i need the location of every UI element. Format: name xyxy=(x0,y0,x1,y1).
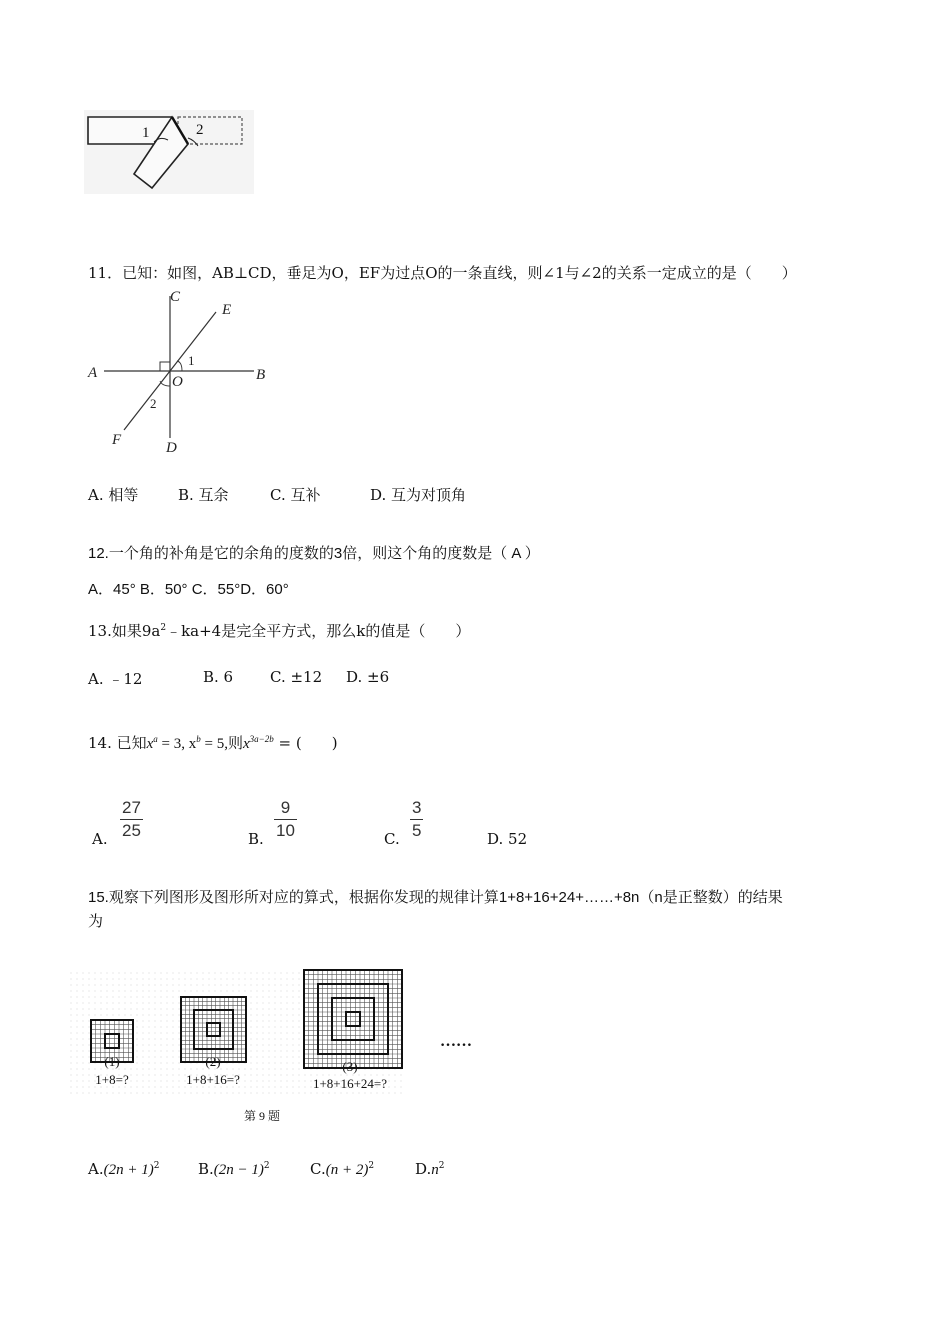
q13-option-b: B. 6 xyxy=(203,668,234,686)
q15-option-b-sup: 2 xyxy=(263,1161,270,1171)
question-13-stem xyxy=(88,620,470,641)
q14-option-a-fraction xyxy=(120,798,143,841)
q15-option-c-label: C. xyxy=(310,1160,326,1178)
point-o-label: O xyxy=(172,374,183,390)
figure-formula-1: 1+8=? xyxy=(95,1072,129,1087)
point-c-label: C xyxy=(170,289,181,305)
q15-option-b-label: B. xyxy=(198,1160,214,1178)
q15-option-d-sup: 2 xyxy=(438,1161,445,1171)
figure-caption: 第 9 题 xyxy=(243,1109,281,1123)
question-15-stem-line1: 15.观察下列图形及图形所对应的算式，根据你发现的规律计算1+8+16+24+……+8n（n是正整数）的结果 xyxy=(88,889,783,906)
angle-2-label: 2 xyxy=(150,396,157,411)
point-d-label: D xyxy=(166,440,177,456)
angle-1-label: 1 xyxy=(188,353,195,368)
q14-option-b-label: B. xyxy=(248,830,264,848)
q11-option-d: D. 互为对顶角 xyxy=(370,486,467,504)
question-12-stem: 12.一个角的补角是它的余角的度数的3倍，则这个角的度数是（ A ） xyxy=(88,545,540,562)
question-11-stem: 11．已知：如图，AB⊥CD，垂足为O，EF为过点O的一条直线，则∠1与∠2的关系一定成立的是（ ） xyxy=(88,264,797,282)
q11-option-b: B. 互余 xyxy=(178,486,229,504)
fraction-denominator: 25 xyxy=(122,821,141,840)
q14-option-d: D. 52 xyxy=(487,830,528,848)
q15-option-c-expr: (n + 2) xyxy=(325,1162,369,1178)
q14-eq3: = ( ) xyxy=(273,734,338,752)
figure-formula-3: 1+8+16+24=? xyxy=(312,1076,388,1091)
q15-option-a-expr: (2n + 1) xyxy=(103,1162,154,1178)
fraction-bar xyxy=(120,819,143,820)
q12-options: A．45° B．50° C．55°D．60° xyxy=(88,581,289,598)
q14-sup-a: a xyxy=(153,734,158,744)
q15-option-c xyxy=(310,1160,374,1179)
q14-eq2: = 5, xyxy=(200,736,228,752)
q14-sup-exp: 3a−2b xyxy=(249,734,274,744)
fraction-bar xyxy=(410,819,423,820)
point-a-label: A xyxy=(88,365,98,381)
point-f-label: F xyxy=(112,432,122,448)
figure-folded-strip xyxy=(84,110,254,194)
angle-1-label: 1 xyxy=(142,125,150,141)
q14-var-x2: x xyxy=(243,736,250,752)
q13-exponent: 2 xyxy=(160,623,167,633)
q15-option-b xyxy=(198,1160,270,1179)
figure-label-3: (3) xyxy=(342,1059,358,1074)
fraction-denominator: 5 xyxy=(412,821,422,840)
q14-sup-b: b xyxy=(196,734,201,744)
question-14-stem xyxy=(88,732,338,753)
q14-option-a-label: A. xyxy=(92,830,108,848)
fraction-numerator: 27 xyxy=(122,798,141,817)
q15-option-d-expr: n xyxy=(431,1162,439,1178)
figure-label-1: (1) xyxy=(104,1054,120,1069)
q14-option-b-fraction xyxy=(274,798,297,841)
point-e-label: E xyxy=(222,302,232,318)
figure-perpendicular-lines xyxy=(84,282,274,458)
q13-option-d: D. ±6 xyxy=(346,668,390,686)
q13-option-a: A. ﹣12 xyxy=(88,670,143,688)
fraction-denominator: 10 xyxy=(276,821,295,840)
q14-var-x: x xyxy=(146,736,154,752)
q13-option-c: C. ±12 xyxy=(270,668,323,686)
q14-option-c-label: C. xyxy=(384,830,400,848)
figure-formula-2: 1+8+16=? xyxy=(186,1072,240,1087)
fraction-numerator: 3 xyxy=(412,798,422,817)
q15-option-d-label: D. xyxy=(415,1160,432,1178)
q15-option-c-sup: 2 xyxy=(368,1161,375,1171)
angle-2-label: 2 xyxy=(196,122,204,138)
q15-option-a-label: A. xyxy=(88,1160,104,1178)
q13-stem-suffix: ﹣ka+4是完全平方式，那么k的值是（ ） xyxy=(166,622,471,640)
question-15-stem-line2: 为 xyxy=(88,913,104,930)
q14-stem-prefix: 14. 已知 xyxy=(88,734,147,752)
fraction-bar xyxy=(274,819,297,820)
fraction-numerator: 9 xyxy=(280,798,291,817)
q15-option-a-sup: 2 xyxy=(153,1161,160,1171)
q15-option-a xyxy=(88,1160,159,1179)
point-b-label: B xyxy=(256,367,266,383)
figure-ellipsis: …… xyxy=(440,1033,472,1050)
q15-option-d xyxy=(415,1160,445,1179)
q11-option-c: C. 互补 xyxy=(270,486,321,504)
q14-then: 则 xyxy=(227,734,243,752)
grid-background xyxy=(181,997,246,1062)
q11-option-a: A. 相等 xyxy=(88,486,139,504)
q13-stem-prefix: 13.如果9a xyxy=(88,622,161,640)
q14-option-c-fraction xyxy=(410,798,423,841)
q15-option-b-expr: (2n − 1) xyxy=(213,1162,264,1178)
q14-eq1: = 3, x xyxy=(157,736,197,752)
figure-nested-squares xyxy=(70,960,490,1132)
figure-label-2: (2) xyxy=(205,1054,221,1069)
